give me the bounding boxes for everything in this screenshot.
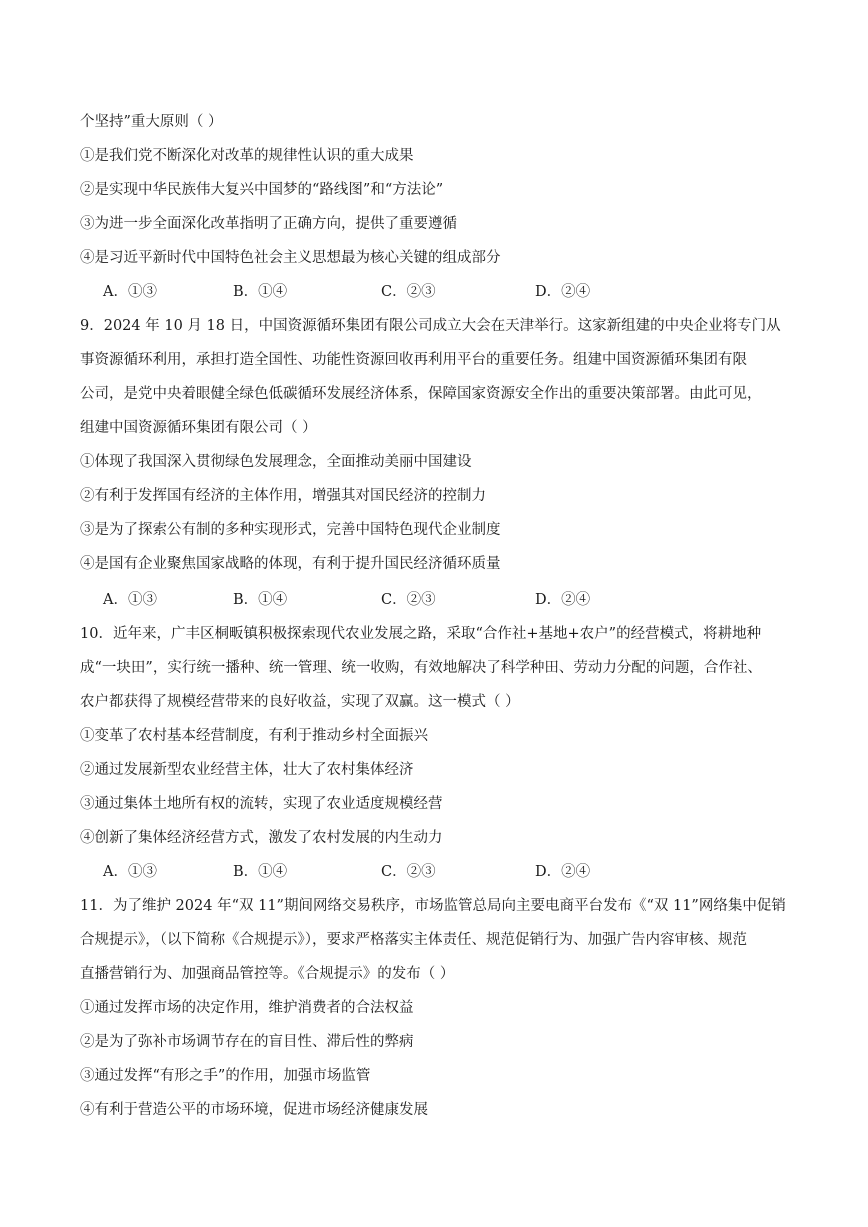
q11-option-2: ②是为了弥补市场调节存在的盲目性、滞后性的弊病: [80, 1034, 414, 1050]
q8-option-3: ③为进一步全面深化改革指明了正确方向，提供了重要遵循: [80, 216, 457, 232]
q8-stem-tail: 个坚持”重大原则（ ）: [80, 114, 223, 130]
choice-d: D．②④: [535, 592, 591, 608]
q11-option-3: ③通过发挥“有形之手”的作用，加强市场监管: [80, 1068, 371, 1084]
choice-c: C．②③: [381, 864, 436, 880]
q10-stem-line-2: 成“一块田”，实行统一播种、统一管理、统一收购，有效地解决了科学种田、劳动力分配的问题，合作社、: [80, 660, 762, 676]
choice-d: D．②④: [535, 864, 591, 880]
choice-a: A．①③: [103, 284, 157, 300]
q9-option-2: ②有利于发挥国有经济的主体作用，增强其对国民经济的控制力: [80, 488, 486, 504]
choice-a: A．①③: [103, 864, 157, 880]
q11-option-4: ④有利于营造公平的市场环境，促进市场经济健康发展: [80, 1102, 428, 1118]
q9-option-3: ③是为了探索公有制的多种实现形式，完善中国特色现代企业制度: [80, 522, 501, 538]
choice-c: C．②③: [381, 592, 436, 608]
q10-option-2: ②通过发展新型农业经营主体，壮大了农村集体经济: [80, 762, 414, 778]
q8-option-2: ②是实现中华民族伟大复兴中国梦的“路线图”和“方法论”: [80, 182, 444, 198]
q10-stem-line-3: 农户都获得了规模经营带来的良好收益，实现了双赢。这一模式（ ）: [80, 694, 520, 710]
q9-option-4: ④是国有企业聚焦国家战略的体现，有利于提升国民经济循环质量: [80, 556, 501, 572]
choice-b: B．①④: [233, 284, 288, 300]
q10-option-3: ③通过集体土地所有权的流转，实现了农业适度规模经营: [80, 796, 443, 812]
q11-stem-line-1: 11．为了维护 2024 年“双 11”期间网络交易秩序，市场监管总局向主要电商平台发布《“双 11”网络集中促销: [80, 898, 786, 914]
q8-option-1: ①是我们党不断深化对改革的规律性认识的重大成果: [80, 148, 414, 164]
q9-option-1: ①体现了我国深入贯彻绿色发展理念，全面推动美丽中国建设: [80, 454, 472, 470]
q9-stem-line-2: 事资源循环利用，承担打造全国性、功能性资源回收再利用平台的重要任务。组建中国资源循环集团有限: [80, 352, 747, 368]
q11-stem-line-3: 直播营销行为、加强商品管控等。《合规提示》的发布（ ）: [80, 966, 455, 982]
choice-d: D．②④: [535, 284, 591, 300]
q10-option-4: ④创新了集体经济经营方式，激发了农村发展的内生动力: [80, 830, 443, 846]
choice-c: C．②③: [381, 284, 436, 300]
choice-a: A．①③: [103, 592, 157, 608]
q9-stem-line-4: 组建中国资源循环集团有限公司（ ）: [80, 420, 317, 436]
q11-option-1: ①通过发挥市场的决定作用，维护消费者的合法权益: [80, 1000, 414, 1016]
q11-stem-line-2: 合规提示》，（以下简称《合规提示》），要求严格落实主体责任、规范促销行为、加强广告内容审核、规范: [80, 932, 747, 948]
q10-option-1: ①变革了农村基本经营制度，有利于推动乡村全面振兴: [80, 728, 428, 744]
q8-option-4: ④是习近平新时代中国特色社会主义思想最为核心关键的组成部分: [80, 250, 501, 266]
q10-stem-line-1: 10．近年来，广丰区桐畈镇积极探索现代农业发展之路，采取“合作社+基地+农户”的经营模式，将耕地种: [80, 626, 762, 642]
choice-b: B．①④: [233, 592, 288, 608]
choice-b: B．①④: [233, 864, 288, 880]
q9-stem-line-1: 9．2024 年 10 月 18 日，中国资源循环集团有限公司成立大会在天津举行。这家新组建的中央企业将专门从: [80, 318, 781, 334]
q9-stem-line-3: 公司，是党中央着眼健全绿色低碳循环发展经济体系，保障国家资源安全作出的重要决策部署。由此可见，: [80, 386, 762, 402]
